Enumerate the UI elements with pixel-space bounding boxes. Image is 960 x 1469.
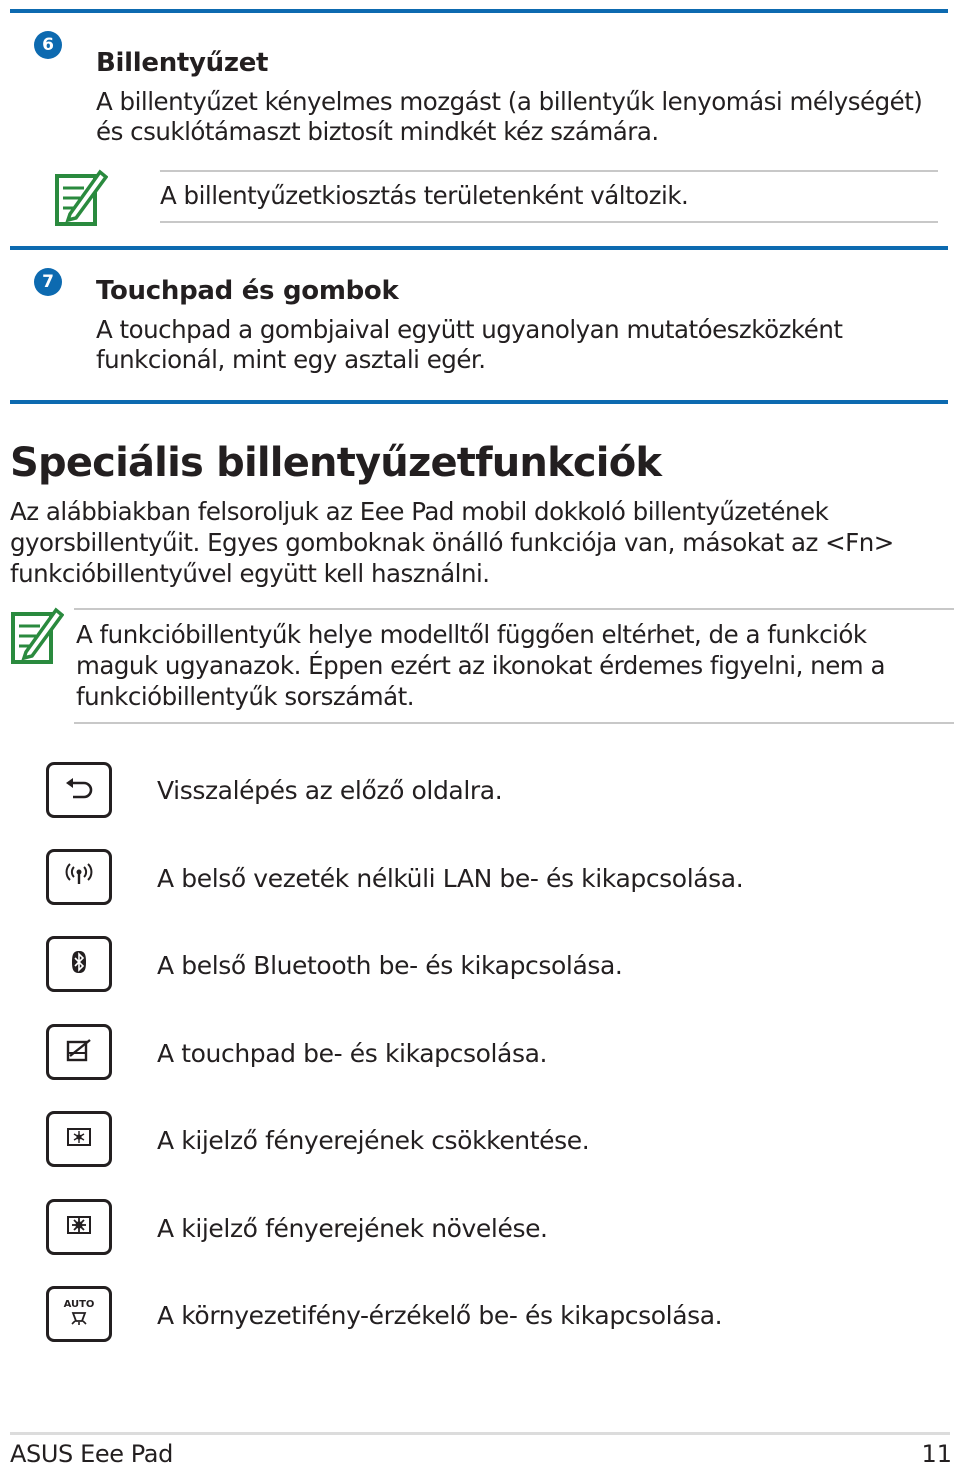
key-description: A belső Bluetooth be- és kikapcsolása. [157,951,623,980]
wireless-key [46,849,112,905]
section-title: Billentyűzet [96,48,269,78]
note-icon [54,168,108,232]
note-top-rule [160,170,938,172]
section-divider [10,246,948,250]
ambient-light-key [46,1286,112,1342]
section-text: A billentyűzet kényelmes mozgást (a billentyűk lenyomási mélységét) és csuklótámaszt biztosít mindkét kéz számára. [96,87,923,146]
section-number-badge: 7 [34,268,62,296]
touchpad-toggle-icon [66,1038,92,1066]
wireless-lan-icon [64,863,94,891]
note-bottom-rule [160,221,938,223]
back-key [46,762,112,818]
section-divider [10,9,948,13]
intro-paragraph: Az alábbiakban felsoroljuk az Eee Pad mobil dokkoló billentyűzetének gyorsbillentyűit. Egyes gomboknak önálló funkciója van, másokat az <Fn> funkcióbillentyűvel együtt kell használni. [10,497,894,588]
key-description: A környezetifény-érzékelő be- és kikapcsolása. [157,1301,723,1330]
footer-divider [10,1432,950,1435]
note-text: A billentyűzetkiosztás területenként változik. [160,181,689,210]
bluetooth-icon [71,950,87,978]
back-arrow-icon [64,775,94,805]
brightness-up-icon [66,1214,92,1240]
auto-key-text: AUTO [63,1298,95,1310]
section-title: Touchpad és gombok [96,276,399,306]
brightness-down-icon [66,1126,92,1152]
note-icon [10,606,64,670]
section-divider [10,400,948,404]
bluetooth-key [46,936,112,992]
brightness-up-key [46,1199,112,1255]
note-top-rule [74,608,954,610]
key-description: A kijelző fényerejének növelése. [157,1214,548,1243]
touchpad-key [46,1024,112,1080]
ambient-light-sensor-icon [68,1310,90,1330]
key-description: Visszalépés az előző oldalra. [157,776,503,805]
page-number: 11 [921,1440,952,1468]
page-heading: Speciális billentyűzetfunkciók [10,440,662,486]
key-description: A kijelző fényerejének csökkentése. [157,1126,590,1155]
footer-product: ASUS Eee Pad [10,1440,173,1468]
section-number-badge: 6 [34,31,62,59]
key-description: A touchpad be- és kikapcsolása. [157,1039,548,1068]
note-text: A funkcióbillentyűk helye modelltől függően eltérhet, de a funkciók maguk ugyanazok. Éppen ezért az ikonokat érdemes figyelni, nem a funkcióbillentyűk sorszámát. [76,620,885,711]
brightness-down-key [46,1111,112,1167]
key-description: A belső vezeték nélküli LAN be- és kikapcsolása. [157,864,744,893]
section-text: A touchpad a gombjaival együtt ugyanolyan mutatóeszközként funkcionál, mint egy asztali egér. [96,315,843,374]
note-bottom-rule [74,722,954,724]
